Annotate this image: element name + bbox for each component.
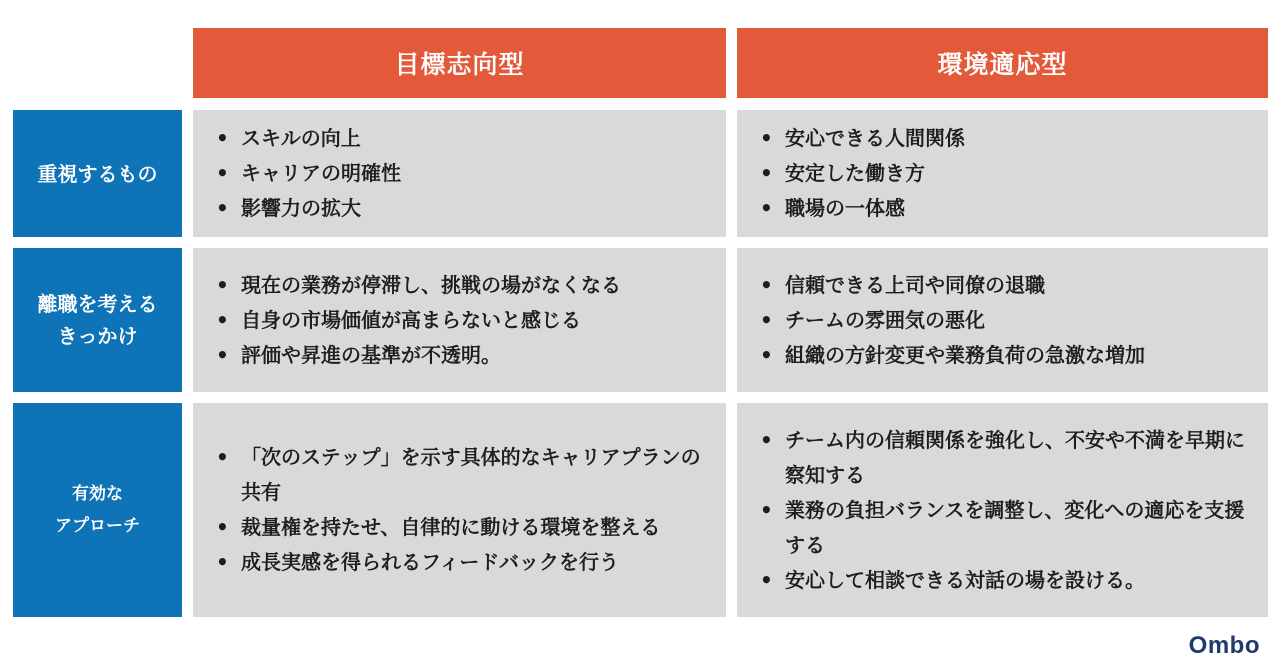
bullet-icon: •: [216, 126, 229, 150]
row-label-priorities: [13, 110, 182, 237]
bullet-icon: •: [216, 342, 229, 367]
bullet-icon: •: [216, 161, 229, 185]
bullet-icon: •: [760, 307, 773, 332]
bullet-icon: •: [760, 126, 773, 150]
bullet-icon: •: [760, 342, 773, 367]
list-item: • チーム内の信頼関係を強化し、不安や不満を早期に察知する: [760, 423, 1254, 493]
bullet-icon: •: [216, 196, 229, 220]
bullet-list: [760, 268, 1254, 373]
column-header-environment-adaptive: [737, 28, 1268, 98]
bullet-icon: •: [760, 272, 773, 297]
list-item: • 安定した働き方: [760, 156, 1254, 191]
list-item: • 安心できる人間関係: [760, 121, 1254, 156]
cell-triggers-goal: [193, 248, 726, 392]
list-item: • 裁量権を持たせ、自律的に動ける環境を整える: [216, 510, 712, 545]
bullet-icon: •: [216, 272, 229, 297]
bullet-icon: •: [216, 307, 229, 332]
row-label-line: 離職を考える: [37, 292, 158, 316]
brand-logo: Ombo: [1188, 632, 1260, 659]
list-item: • 影響力の拡大: [216, 191, 712, 226]
bullet-list: [760, 423, 1254, 598]
list-item: • 評価や昇進の基準が不透明。: [216, 338, 712, 373]
list-item: • 成長実感を得られるフィードバックを行う: [216, 545, 712, 580]
column-header-label: 環境適応型: [937, 50, 1068, 79]
row-label-line: アプローチ: [55, 516, 140, 536]
list-item: • 安心して相談できる対話の場を設ける。: [760, 563, 1254, 598]
bullet-icon: •: [760, 427, 773, 452]
cell-approach-goal: [193, 403, 726, 617]
row-label-line: 重視するもの: [37, 161, 158, 186]
list-item: • 自身の市場価値が高まらないと感じる: [216, 303, 712, 338]
bullet-list: [216, 121, 712, 226]
list-item: • 業務の負担バランスを調整し、変化への適応を支援する: [760, 493, 1254, 563]
bullet-list: [216, 440, 712, 580]
list-item: • キャリアの明確性: [216, 156, 712, 191]
bullet-icon: •: [760, 567, 773, 592]
bullet-list: [216, 268, 712, 373]
list-item: • 信頼できる上司や同僚の退職: [760, 268, 1254, 303]
bullet-icon: •: [760, 161, 773, 185]
bullet-icon: •: [760, 196, 773, 220]
row-label-line: 有効な: [72, 484, 123, 504]
column-header-goal-oriented: [193, 28, 726, 98]
row-label-turnover-triggers: [13, 248, 182, 392]
column-header-label: 目標志向型: [394, 50, 525, 79]
row-label-line: きっかけ: [57, 324, 138, 348]
bullet-icon: •: [216, 515, 229, 539]
list-item: • 現在の業務が停滞し、挑戦の場がなくなる: [216, 268, 712, 303]
list-item: • チームの雰囲気の悪化: [760, 303, 1254, 338]
cell-priorities-environment: [737, 110, 1268, 237]
list-item: • 組織の方針変更や業務負荷の急激な増加: [760, 338, 1254, 373]
row-label-effective-approach: [13, 403, 182, 617]
list-item: • スキルの向上: [216, 121, 712, 156]
cell-triggers-environment: [737, 248, 1268, 392]
cell-approach-environment: [737, 403, 1268, 617]
list-item: • 「次のステップ」を示す具体的なキャリアプランの共有: [216, 440, 712, 510]
bullet-list: [760, 121, 1254, 226]
list-item: • 職場の一体感: [760, 191, 1254, 226]
cell-priorities-goal: [193, 110, 726, 237]
bullet-icon: •: [216, 550, 229, 574]
bullet-icon: •: [760, 497, 773, 522]
bullet-icon: •: [216, 445, 229, 469]
